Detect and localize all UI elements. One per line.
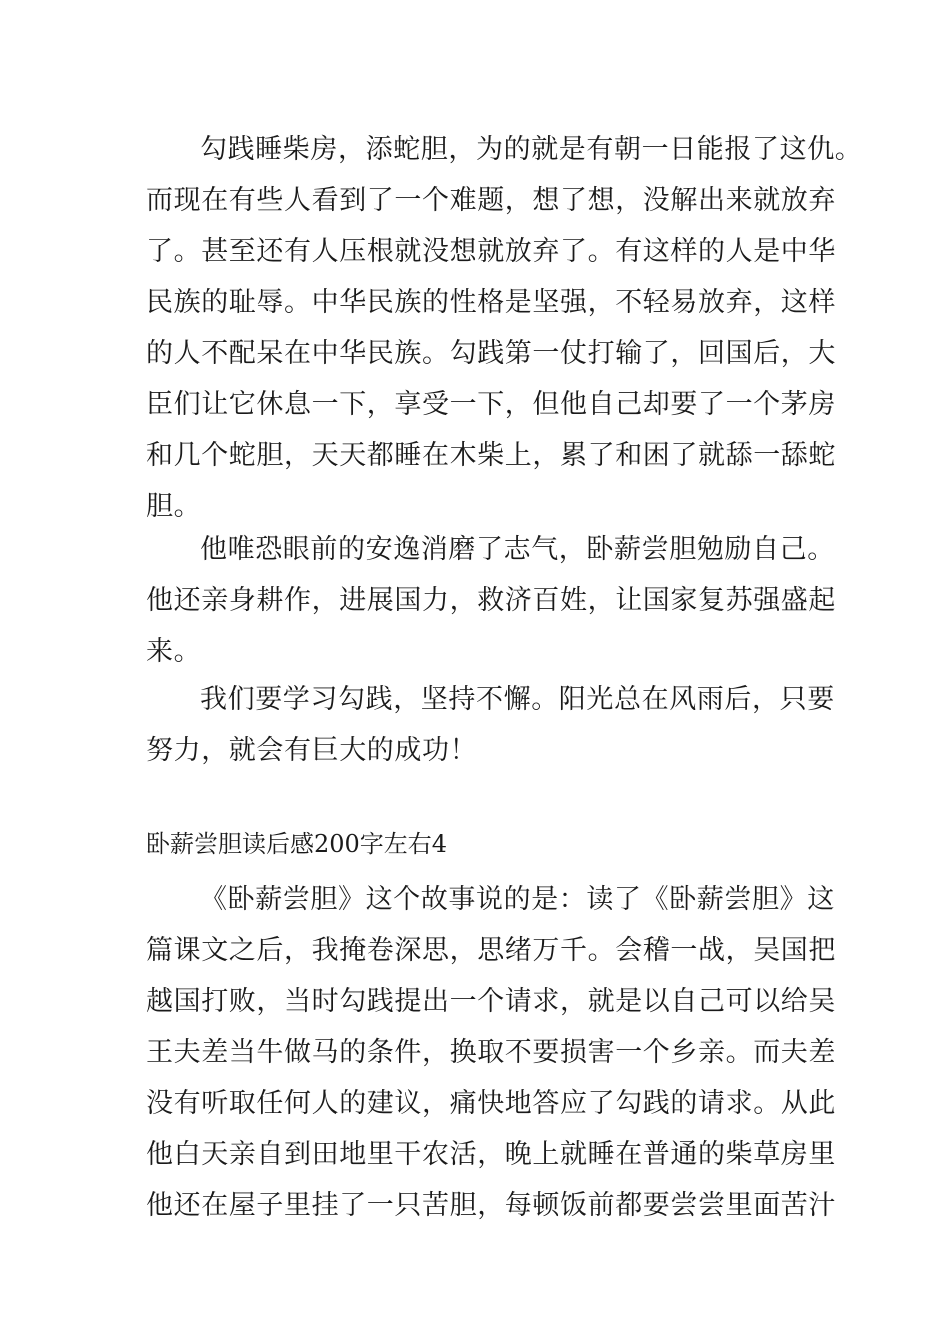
paragraph-3 [146, 674, 835, 776]
paragraph-line: 越国打败，当时勾践提出一个请求，就是以自己可以给吴 [146, 986, 836, 1017]
paragraph-line: 而现在有些人看到了一个难题，想了想，没解出来就放弃 [146, 185, 836, 216]
paragraph-line: 臣们让它休息一下，享受一下，但他自己却要了一个茅房 [146, 389, 836, 420]
paragraph-line: 的人不配呆在中华民族。勾践第一仗打输了，回国后，大 [146, 338, 836, 369]
paragraph-line: 没有听取任何人的建议，痛快地答应了勾践的请求。从此 [146, 1088, 836, 1119]
paragraph-line: 了。甚至还有人压根就没想就放弃了。有这样的人是中华 [146, 236, 836, 267]
paragraph-line: 篇课文之后，我掩卷深思，思绪万千。会稽一战，吴国把 [146, 935, 836, 966]
paragraph-line: 民族的耻辱。中华民族的性格是坚强，不轻易放弃，这样 [146, 287, 836, 318]
paragraph-1 [146, 124, 863, 532]
paragraph-2 [146, 524, 836, 677]
paragraph-line: 他白天亲自到田地里干农活，晚上就睡在普通的柴草房里 [146, 1139, 836, 1170]
paragraph-line: 我们要学习勾践，坚持不懈。阳光总在风雨后，只要 [200, 684, 835, 715]
section-heading: 卧薪尝胆读后感200字左右4 [146, 830, 448, 858]
paragraph-line: 他还亲身耕作，进展国力，救济百姓，让国家复苏强盛起 [146, 585, 836, 616]
paragraph-line: 胆。 [146, 491, 202, 522]
paragraph-line: 王夫差当牛做马的条件，换取不要损害一个乡亲。而夫差 [146, 1037, 836, 1068]
paragraph-line: 他唯恐眼前的安逸消磨了志气，卧薪尝胆勉励自己。 [200, 534, 835, 565]
paragraph-line: 来。 [146, 636, 202, 667]
paragraph-line: 和几个蛇胆，天天都睡在木柴上，累了和困了就舔一舔蛇 [146, 440, 836, 471]
paragraph-line: 努力，就会有巨大的成功！ [146, 735, 478, 766]
paragraph-4 [146, 874, 836, 1231]
paragraph-line: 《卧薪尝胆》这个故事说的是：读了《卧薪尝胆》这 [200, 884, 835, 915]
paragraph-line: 勾践睡柴房，添蛇胆，为的就是有朝一日能报了这仇。 [200, 134, 863, 165]
paragraph-line: 他还在屋子里挂了一只苦胆，每顿饭前都要尝尝里面苦汁 [146, 1190, 836, 1221]
